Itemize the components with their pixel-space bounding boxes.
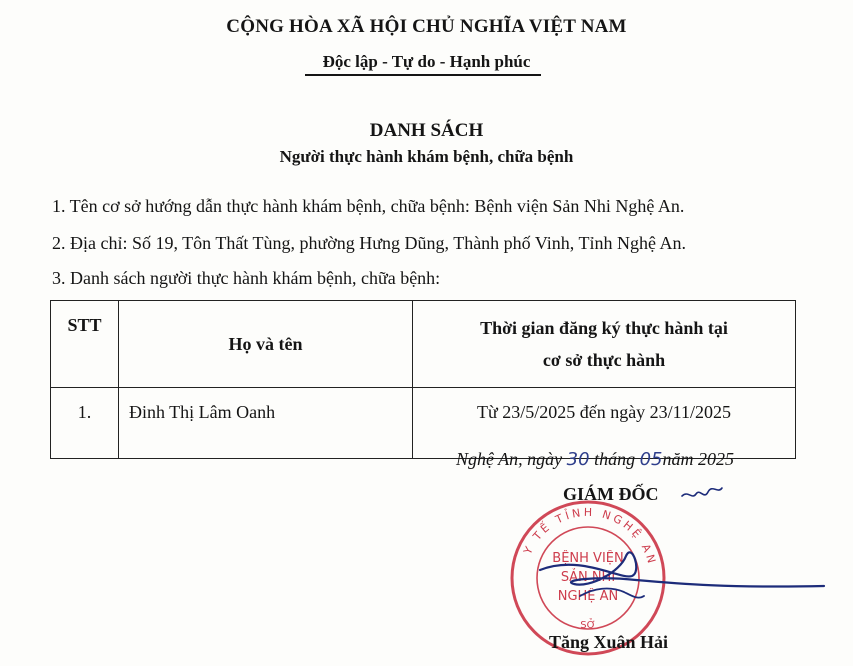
cell-period: Từ 23/5/2025 đến ngày 23/11/2025: [413, 388, 796, 459]
header-period-line1: Thời gian đăng ký thực hành tại: [480, 318, 728, 338]
document-subtitle: Người thực hành khám bệnh, chữa bệnh: [279, 147, 574, 166]
nation-header: CỘNG HÒA XÃ HỘI CHỦ NGHĨA VIỆT NAM: [226, 16, 627, 37]
cell-name: Đinh Thị Lâm Oanh: [119, 388, 413, 459]
motto-underline: [305, 74, 541, 76]
svg-text:SỞ: SỞ: [580, 620, 596, 631]
table-row: [51, 388, 796, 459]
svg-text:SẢN NHI: SẢN NHI: [560, 570, 616, 585]
header-stt: STT: [51, 301, 119, 388]
svg-text:Y TẾ TỈNH NGHỆ AN: Y TẾ TỈNH NGHỆ AN: [521, 505, 659, 568]
facility-line: 1. Tên cơ sở hướng dẫn thực hành khám bệnh, chữa bệnh: Bệnh viện Sản Nhi Nghệ An.: [52, 196, 685, 216]
address-line: 2. Địa chỉ: Số 19, Tôn Thất Tùng, phường Hưng Dũng, Thành phố Vinh, Tỉnh Nghệ An.: [52, 233, 686, 253]
place-text: Nghệ An, ngày: [456, 449, 563, 469]
svg-text:NGHỆ AN: NGHỆ AN: [557, 589, 619, 604]
header-period-line2: cơ sở thực hành: [542, 350, 666, 370]
handwritten-month: 05: [639, 449, 663, 470]
header-period: [413, 301, 796, 388]
year-text: năm 2025: [662, 449, 734, 469]
table-header-row: [51, 301, 796, 388]
svg-text:BỆNH VIỆN: BỆNH VIỆN: [552, 551, 624, 566]
motto: [0, 52, 853, 72]
motto-text: Độc lập - Tự do - Hạnh phúc: [322, 52, 531, 71]
cell-stt: 1.: [51, 388, 119, 459]
signer-role: GIÁM ĐỐC: [563, 484, 659, 504]
handwritten-signature: [520, 484, 840, 624]
header-name: Họ và tên: [119, 301, 413, 388]
list-intro-line: 3. Danh sách người thực hành khám bệnh, chữa bệnh:: [52, 268, 441, 288]
month-word: tháng: [594, 449, 636, 469]
signer-name: Tăng Xuân Hải: [549, 632, 669, 652]
handwritten-day: 30: [566, 449, 590, 470]
place-date: [456, 449, 734, 470]
document-title: DANH SÁCH: [369, 120, 484, 141]
practitioner-table: [50, 300, 796, 459]
